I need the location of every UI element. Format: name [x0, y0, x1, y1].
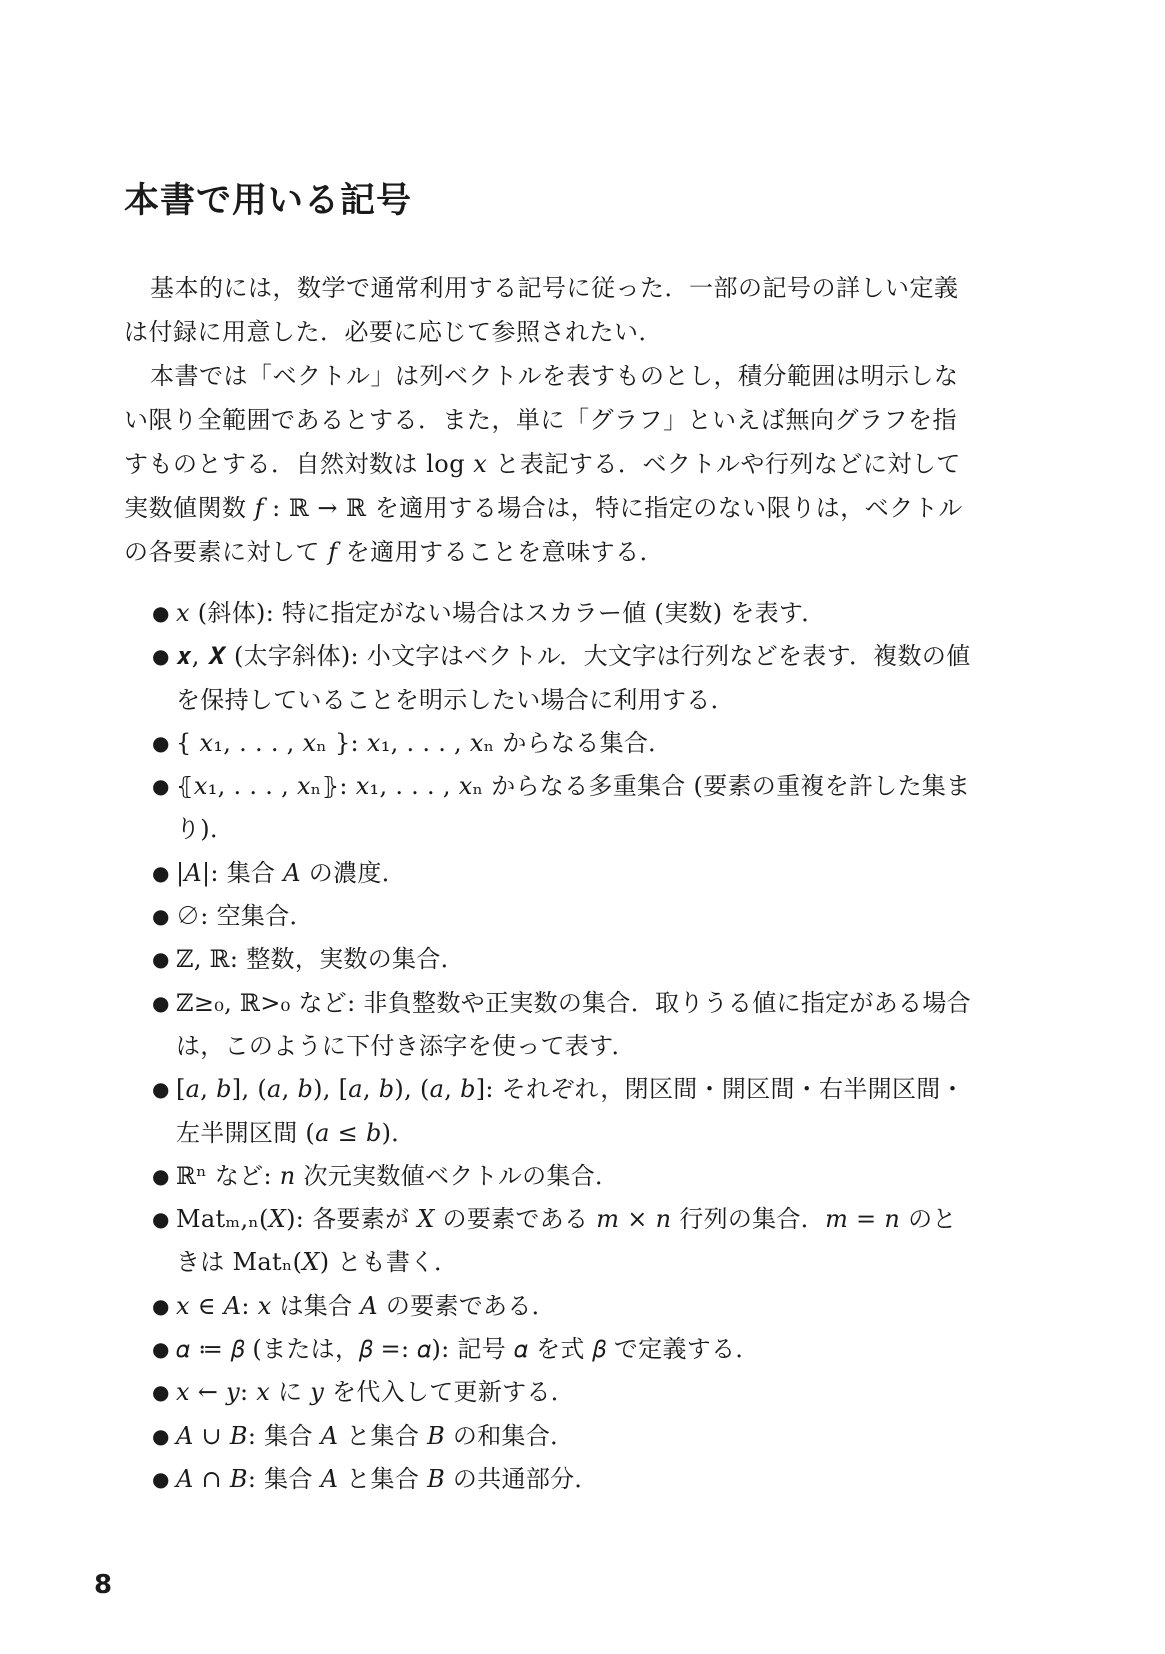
list-item-text: ℝⁿ など: 𝑛 次元実数値ベクトルの集合． — [176, 1161, 620, 1190]
bullet-icon: ● — [152, 947, 170, 972]
list-item-text: 𝑥 ← 𝑦: 𝑥 に 𝑦 を代入して更新する． — [176, 1378, 576, 1407]
list-item — [150, 1285, 975, 1328]
list-item-text: 𝑥 ∈ 𝐴: 𝑥 は集合 𝐴 の要素である． — [176, 1291, 556, 1320]
bullet-icon: ● — [152, 601, 170, 625]
list-item-text: 𝑥 (斜体): 特に指定がない場合はスカラー値 (実数) を表す． — [176, 599, 826, 627]
list-item — [150, 1068, 975, 1155]
bullet-icon: ● — [152, 1207, 170, 1232]
bullet-icon: ● — [152, 990, 170, 1015]
list-item — [150, 1328, 975, 1371]
list-item — [150, 592, 975, 635]
list-item — [150, 938, 975, 981]
bullet-icon: ● — [152, 1163, 170, 1188]
bullet-icon: ● — [152, 1077, 170, 1102]
list-item-text: |𝐴|: 集合 𝐴 の濃度． — [176, 858, 407, 887]
bullet-icon: ● — [152, 1380, 170, 1405]
list-item — [150, 1198, 975, 1285]
bullet-icon: ● — [152, 1423, 170, 1448]
list-item-text: ∅: 空集合． — [176, 902, 314, 931]
list-item-text: 𝐴 ∩ 𝐵: 集合 𝐴 と集合 𝐵 の共通部分． — [176, 1464, 599, 1493]
list-item-text: Matₘ,ₙ(𝑋): 各要素が 𝑋 の要素である 𝑚 × 𝑛 行列の集合．𝑚 = 𝑛 のときは Matₙ(𝑋) とも書く． — [176, 1205, 957, 1277]
intro-paragraph: 基本的には，数学で通常利用する記号に従った．一部の記号の詳しい定義は付録に用意した．必要に応じて参照されたい． — [124, 274, 959, 346]
list-item — [150, 982, 975, 1069]
list-item — [150, 1155, 975, 1198]
intro-paragraph: 本書では「ベクトル」は列ベクトルを表すものとし，積分範囲は明示しない限り全範囲であるとする．また，単に「グラフ」といえば無向グラフを指すものとする．自然対数は log 𝑥 と表記する．ベクトルや行列などに対して実数値関数 𝑓 : ℝ → ℝ を適用する場合は，特に指定のない限りは，ベクトルの各要素に対して 𝑓 を適用することを意味する． — [124, 362, 963, 566]
list-item — [150, 852, 975, 895]
bullet-icon: ● — [152, 730, 170, 755]
list-item — [150, 635, 975, 722]
list-item — [150, 1458, 975, 1501]
list-item-text: 𝒙, 𝑿 (太字斜体): 小文字はベクトル．大文字は行列などを表す．複数の値を保持していることを明示したい場合に利用する． — [176, 642, 971, 714]
list-item — [150, 1371, 975, 1414]
list-item-text: ℤ, ℝ: 整数，実数の集合． — [176, 945, 465, 974]
list-item — [150, 765, 975, 852]
list-item-text: 𝐴 ∪ 𝐵: 集合 𝐴 と集合 𝐵 の和集合． — [176, 1421, 575, 1450]
list-item-text: { 𝑥₁, . . . , 𝑥ₙ }: 𝑥₁, . . . , 𝑥ₙ からなる集合． — [176, 728, 673, 757]
intro-section — [124, 266, 974, 574]
bullet-icon: ● — [152, 1293, 170, 1318]
bullet-icon: ● — [152, 1466, 170, 1491]
list-item-text: ℤ≥₀, ℝ>₀ など: 非負整数や正実数の集合．取りうる値に指定がある場合は，このように下付き添字を使って表す． — [176, 988, 971, 1060]
list-item-text: 𝛼 ≔ 𝛽 (または，𝛽 =: 𝛼): 記号 𝛼 を式 𝛽 で定義する． — [176, 1335, 760, 1364]
list-item — [150, 722, 975, 765]
bullet-icon: ● — [152, 644, 170, 669]
page-number: 8 — [94, 1570, 113, 1600]
page-title: 本書で用いる記号 — [124, 181, 413, 221]
bullet-icon: ● — [152, 904, 170, 929]
bullet-icon: ● — [152, 1337, 170, 1362]
list-item — [150, 1415, 975, 1458]
list-item-text: ⦃𝑥₁, . . . , 𝑥ₙ⦄: 𝑥₁, . . . , 𝑥ₙ からなる多重集合 (要素の重複を許した集まり)． — [176, 772, 971, 844]
symbol-list — [150, 592, 975, 1501]
list-item-text: [𝑎, 𝑏], (𝑎, 𝑏), [𝑎, 𝑏), (𝑎, 𝑏]: それぞれ，閉区間・開区間・右半開区間・左半開区間 (𝑎 ≤ 𝑏)． — [176, 1075, 965, 1147]
bullet-icon: ● — [152, 774, 170, 799]
list-item — [150, 895, 975, 938]
bullet-icon: ● — [152, 860, 170, 885]
